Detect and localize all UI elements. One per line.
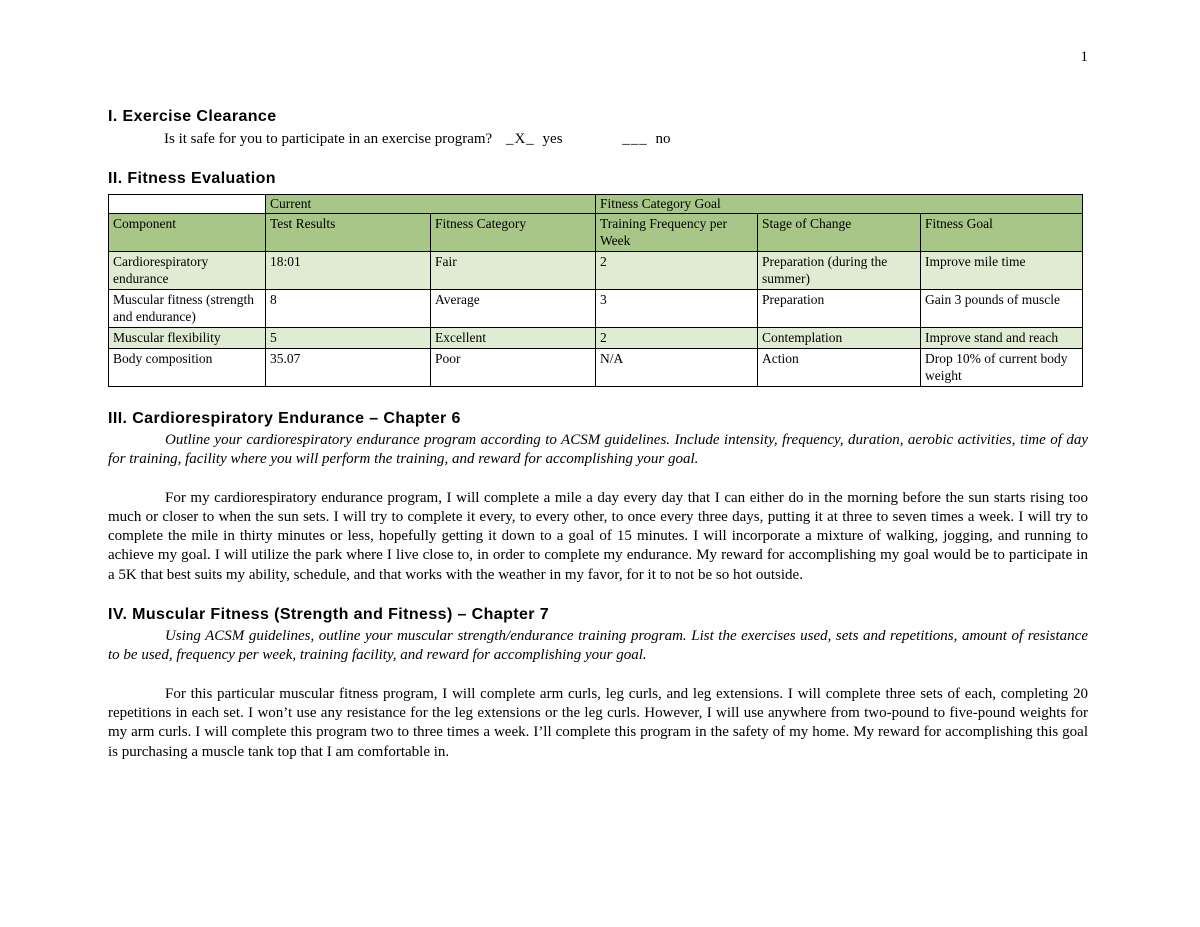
- table-corner-cell: [109, 195, 266, 214]
- yes-label: yes: [542, 131, 563, 147]
- cell-training-frequency: 2: [596, 328, 758, 349]
- no-label: no: [655, 131, 671, 147]
- yes-answer-marker: _X_: [505, 131, 535, 147]
- cell-stage-of-change: Action: [758, 349, 921, 387]
- cell-test-results: 35.07: [266, 349, 431, 387]
- cell-fitness-category: Fair: [431, 252, 596, 290]
- cell-fitness-category: Average: [431, 290, 596, 328]
- section-heading-cardiorespiratory-endurance: III. Cardiorespiratory Endurance – Chapter 6: [108, 410, 461, 427]
- muscular-prompt-text: Using ACSM guidelines, outline your muscular strength/endurance training program. List the exercises used, sets and repetitions, amount of resistance to be used, frequency per week, training facility, and reward for accomplishing your goal.: [108, 628, 1088, 664]
- group-header-fitness-category-goal: Fitness Category Goal: [596, 195, 1083, 214]
- column-header-fitness-goal: Fitness Goal: [921, 214, 1083, 252]
- table-row-muscular-fitness: [109, 290, 1083, 328]
- exercise-clearance-question-line: [108, 130, 1088, 149]
- cardio-body-paragraph: For my cardiorespiratory endurance program, I will complete a mile a day every day that I can either do in the morning before the sun starts rising too much or closer to when the sun sets. I will try to complete it every, to every other, to once every three days, putting it at three to seven times a week. I will try to complete the mile in thirty minutes or less, hopefully getting it down to a goal of 15 minutes. I will incorporate a mixture of walking, jogging, and running to achieve my goal. I will utilize the park where I live close to, in order to complete my endurance. My reward for accomplishing my goal would be to participate in a 5K that best suits my ability, schedule, and that works with the weather in my favor, for it to not be so hot outside.: [108, 489, 1088, 583]
- no-answer-blank: ___: [622, 131, 648, 147]
- group-header-current: Current: [266, 195, 596, 214]
- column-header-stage-of-change: Stage of Change: [758, 214, 921, 252]
- cell-stage-of-change: Preparation (during the summer): [758, 252, 921, 290]
- table-row-cardiorespiratory: [109, 252, 1083, 290]
- cell-training-frequency: 3: [596, 290, 758, 328]
- cell-fitness-goal: Improve stand and reach: [921, 328, 1083, 349]
- cell-fitness-goal: Improve mile time: [921, 252, 1083, 290]
- question-text: Is it safe for you to participate in an exercise program?: [164, 131, 493, 147]
- table-row-body-composition: [109, 349, 1083, 387]
- cell-component: Body composition: [109, 349, 266, 387]
- cell-test-results: 5: [266, 328, 431, 349]
- table-row-muscular-flexibility: [109, 328, 1083, 349]
- column-header-fitness-category: Fitness Category: [431, 214, 596, 252]
- cell-component: Muscular flexibility: [109, 328, 266, 349]
- section-heading-fitness-evaluation: II. Fitness Evaluation: [108, 170, 276, 187]
- cell-test-results: 8: [266, 290, 431, 328]
- column-header-test-results: Test Results: [266, 214, 431, 252]
- cell-fitness-category: Poor: [431, 349, 596, 387]
- column-header-training-frequency: Training Frequency per Week: [596, 214, 758, 252]
- table-column-header-row: [109, 214, 1083, 252]
- muscular-body-paragraph: For this particular muscular fitness program, I will complete arm curls, leg curls, and leg extensions. I will complete three sets of each, completing 20 repetitions in each set. I won’t use any resistance for the leg extensions or the leg curls. However, I will use anywhere from two-pound to five-pound weights for my arm curls. I will complete this program two to three times a week. I’ll complete this program in the safety of my home. My reward for accomplishing this goal is purchasing a muscle tank top that I am comfortable in.: [108, 685, 1088, 760]
- section-heading-exercise-clearance: I. Exercise Clearance: [108, 108, 277, 125]
- cell-stage-of-change: Contemplation: [758, 328, 921, 349]
- cell-test-results: 18:01: [266, 252, 431, 290]
- cell-fitness-goal: Gain 3 pounds of muscle: [921, 290, 1083, 328]
- cardio-prompt-text: Outline your cardiorespiratory endurance program according to ACSM guidelines. Include intensity, frequency, duration, aerobic activities, time of day for training, facility where you will perform the training, and reward for accomplishing your goal.: [108, 432, 1088, 468]
- cell-training-frequency: 2: [596, 252, 758, 290]
- cell-component: Muscular fitness (strength and endurance): [109, 290, 266, 328]
- page-number: 1: [1080, 49, 1088, 65]
- cell-stage-of-change: Preparation: [758, 290, 921, 328]
- cell-fitness-goal: Drop 10% of current body weight: [921, 349, 1083, 387]
- cell-training-frequency: N/A: [596, 349, 758, 387]
- fitness-evaluation-table: [108, 194, 1083, 387]
- column-header-component: Component: [109, 214, 266, 252]
- cell-fitness-category: Excellent: [431, 328, 596, 349]
- section-heading-muscular-fitness: IV. Muscular Fitness (Strength and Fitness) – Chapter 7: [108, 606, 550, 624]
- cell-component: Cardiorespiratory endurance: [109, 252, 266, 290]
- table-group-header-row: [109, 195, 1083, 214]
